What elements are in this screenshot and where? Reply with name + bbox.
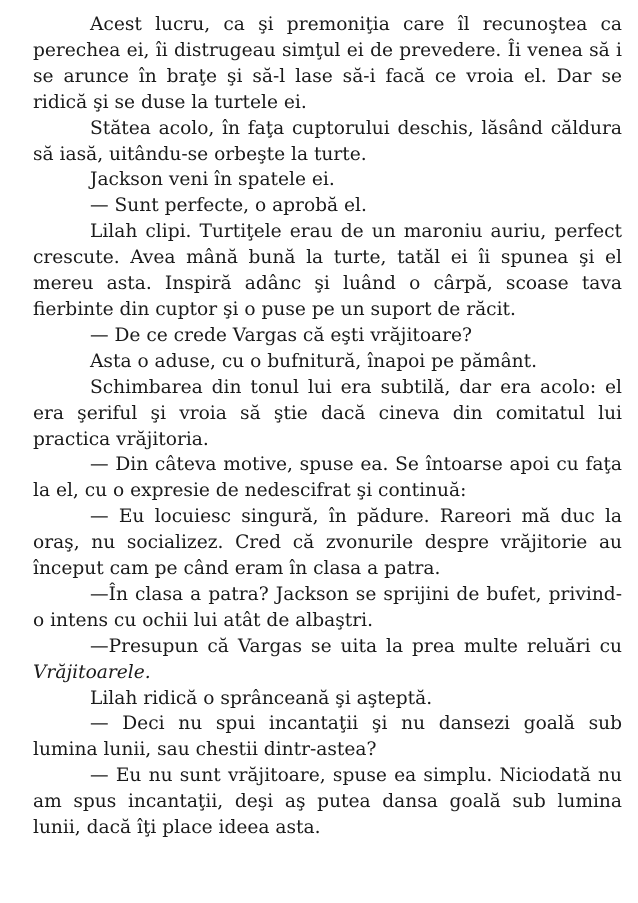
paragraph-11: —În clasa a patra? Jackson se sprijini de bufet, privind-o intens cu ochii lui atât de albaştri. bbox=[33, 583, 622, 631]
paragraph-15: — Eu nu sunt vrăjitoare, spuse ea simplu. Niciodată nu am spus incantaţii, deşi aş putea dansa goală sub lumina lunii, dacă îţi place ideea asta. bbox=[33, 765, 622, 839]
paragraph-3: Jackson veni în spatele ei. bbox=[90, 169, 335, 191]
paragraph-7: Asta o aduse, cu o bufnitură, înapoi pe pământ. bbox=[90, 350, 538, 372]
paragraph-12-text: —Presupun că Vargas se uita la prea multe reluări cu bbox=[90, 635, 622, 657]
paragraph-2: Stătea acolo, în faţa cuptorului deschis, lăsând căldura să iasă, uitându-se orbeşte la turte. bbox=[33, 117, 622, 165]
paragraph-8: Schimbarea din tonul lui era subtilă, dar era acolo: el era şeriful şi vroia să ştie dacă cineva din comitatul lui practica vrăjitoria. bbox=[33, 376, 622, 450]
paragraph-10: — Eu locuiesc singură, în pădure. Rareori mă duc la oraş, nu socializez. Cred că zvonurile despre vrăjitorie au început cam pe când eram în clasa a patra. bbox=[33, 506, 622, 580]
paragraph-5: Lilah clipi. Turtiţele erau de un maroniu auriu, perfect crescute. Avea mână bună la turte, tatăl ei îi spunea şi el mereu asta. Inspiră adânc şi luând o cârpă, scoase tava fierbinte din cuptor şi o puse pe un suport de răcit. bbox=[33, 221, 622, 320]
paragraph-9: — Din câteva motive, spuse ea. Se întoarse apoi cu faţa la el, cu o expresie de nedescifrat şi continuă: bbox=[33, 454, 622, 502]
paragraph-13: Lilah ridică o sprânceană şi aşteptă. bbox=[90, 687, 433, 709]
paragraph-12 bbox=[33, 634, 622, 686]
book-title-italic: Vrăjitoarele. bbox=[33, 661, 151, 683]
paragraph-1: Acest lucru, ca şi premoniţia care îl recunoştea ca perechea ei, îi distrugeau simţul ei de prevedere. Îi venea să i se arunce în braţe şi să-l lase să-i facă ce vroia el. Dar se ridică şi se duse la turtele ei. bbox=[33, 14, 622, 113]
paragraph-14: — Deci nu spui incantaţii şi nu dansezi goală sub lumina lunii, sau chestii dintr-astea? bbox=[33, 713, 622, 761]
paragraph-4: — Sunt perfecte, o aprobă el. bbox=[90, 195, 367, 217]
paragraph-6: — De ce crede Vargas că eşti vrăjitoare? bbox=[90, 324, 472, 346]
